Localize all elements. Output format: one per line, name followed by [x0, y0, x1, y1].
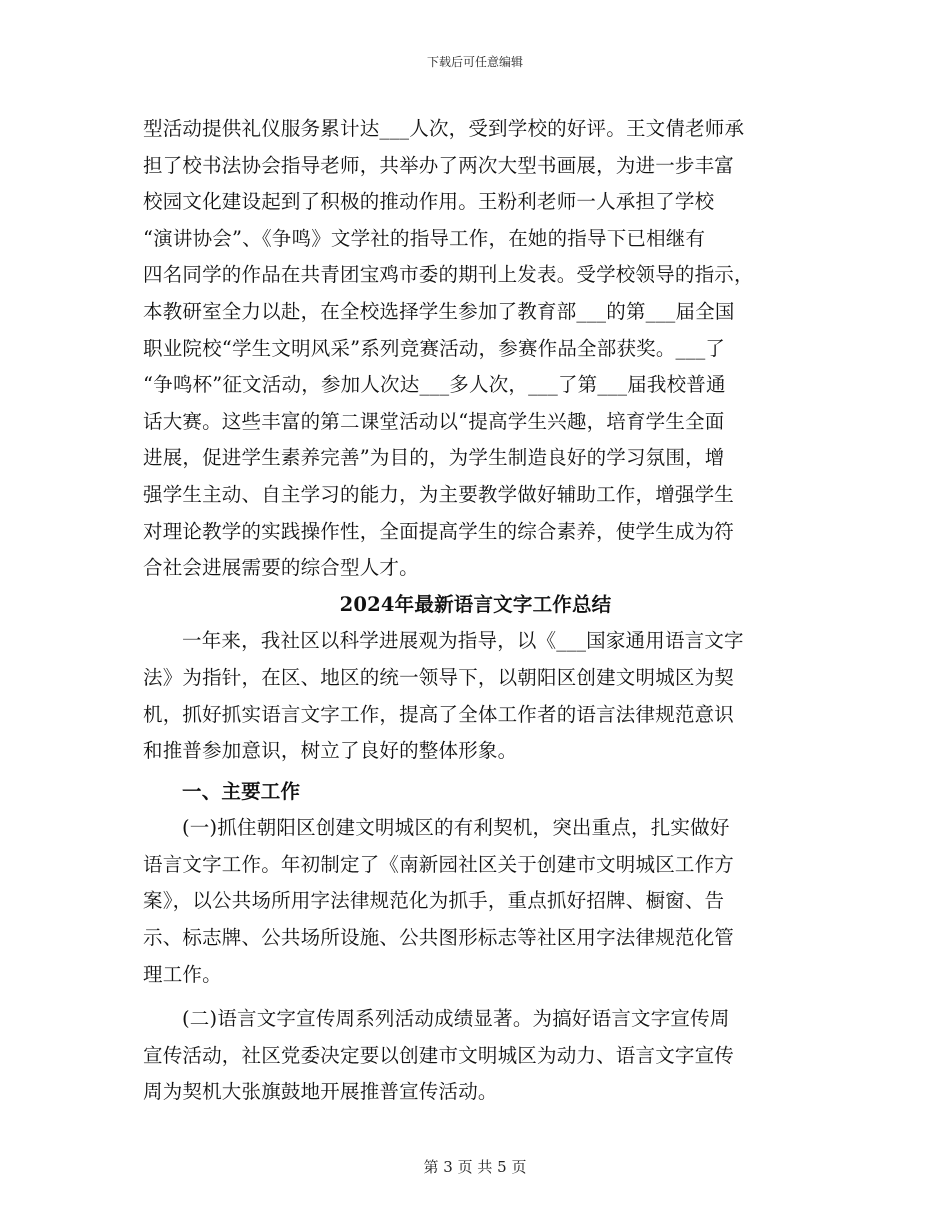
document-title: 2024年最新语言文字工作总结 — [339, 592, 612, 616]
page-number: 第 3 页 共 5 页 — [423, 1158, 527, 1176]
text-line: 和推普参加意识，树立了良好的整体形象。 — [143, 739, 518, 763]
section-heading: 一、主要工作 — [182, 779, 301, 803]
text-line: “演讲协会”、《争鸣》文学社的指导工作，在她的指导下已相继有 — [143, 226, 706, 250]
text-line: 语言文字工作。年初制定了《南新园社区关于创建市文明城区工作方 — [143, 852, 735, 876]
text-line: 职业院校“学生文明风采”系列竞赛活动，参赛作品全部获奖。___了 — [143, 336, 726, 360]
document-body — [143, 111, 808, 1111]
text-line: 四名同学的作品在共青团宝鸡市委的期刊上发表。受学校领导的指示， — [143, 263, 754, 287]
text-line: 对理论教学的实践操作性，全面提高学生的综合素养，使学生成为符 — [143, 519, 735, 543]
text-line: 案》，以公共场所用字法律规范化为抓手，重点抓好招牌、橱窗、告 — [143, 889, 725, 913]
text-line: 周为契机大张旗鼓地开展推普宣传活动。 — [143, 1080, 498, 1104]
text-line: 本教研室全力以赴，在全校选择学生参加了教育部___的第___届全国 — [143, 299, 735, 323]
header-note: 下载后可任意编辑 — [426, 55, 523, 69]
text-line: 话大赛。这些丰富的第二课堂活动以“提高学生兴趣，培育学生全面 — [143, 409, 725, 433]
text-line: (一)抓住朝阳区创建文明城区的有利契机，突出重点，扎实做好 — [182, 816, 730, 840]
text-line: 强学生主动、自主学习的能力，为主要教学做好辅助工作，增强学生 — [143, 482, 735, 506]
text-line: 理工作。 — [143, 962, 222, 986]
text-line: 宣传活动，社区党委决定要以创建市文明城区为动力、语言文字宣传 — [143, 1043, 735, 1067]
paragraph-item-2 — [143, 1001, 808, 1111]
text-line: 合社会进展需要的综合型人才。 — [143, 556, 419, 580]
paragraph-activities — [143, 111, 808, 587]
text-line: 担了校书法协会指导老师，共举办了两次大型书画展，为进一步丰富 — [143, 153, 735, 177]
text-line: 一年来，我社区以科学进展观为指导，以《___国家通用语言文字 — [182, 629, 744, 653]
text-line: “争鸣杯”征文活动，参加人次达___多人次，___了第___届我校普通 — [143, 373, 726, 397]
text-line: 示、标志牌、公共场所设施、公共图形标志等社区用字法律规范化管 — [143, 926, 735, 950]
paragraph-item-1 — [143, 810, 808, 993]
text-line: 进展，促进学生素养完善”为目的，为学生制造良好的学习氛围，增 — [143, 446, 725, 470]
text-line: 校园文化建设起到了积极的推动作用。王粉利老师一人承担了学校 — [143, 190, 715, 214]
text-line: (二)语言文字宣传周系列活动成绩显著。为搞好语言文字宣传周 — [182, 1007, 730, 1031]
text-line: 机，抓好抓实语言文字工作，提高了全体工作者的语言法律规范意识 — [143, 702, 735, 726]
paragraph-intro — [143, 623, 808, 769]
text-line: 法》为指针，在区、地区的统一领导下，以朝阳区创建文明城区为契 — [143, 665, 735, 689]
text-line: 型活动提供礼仪服务累计达___人次，受到学校的好评。王文倩老师承 — [143, 117, 745, 140]
